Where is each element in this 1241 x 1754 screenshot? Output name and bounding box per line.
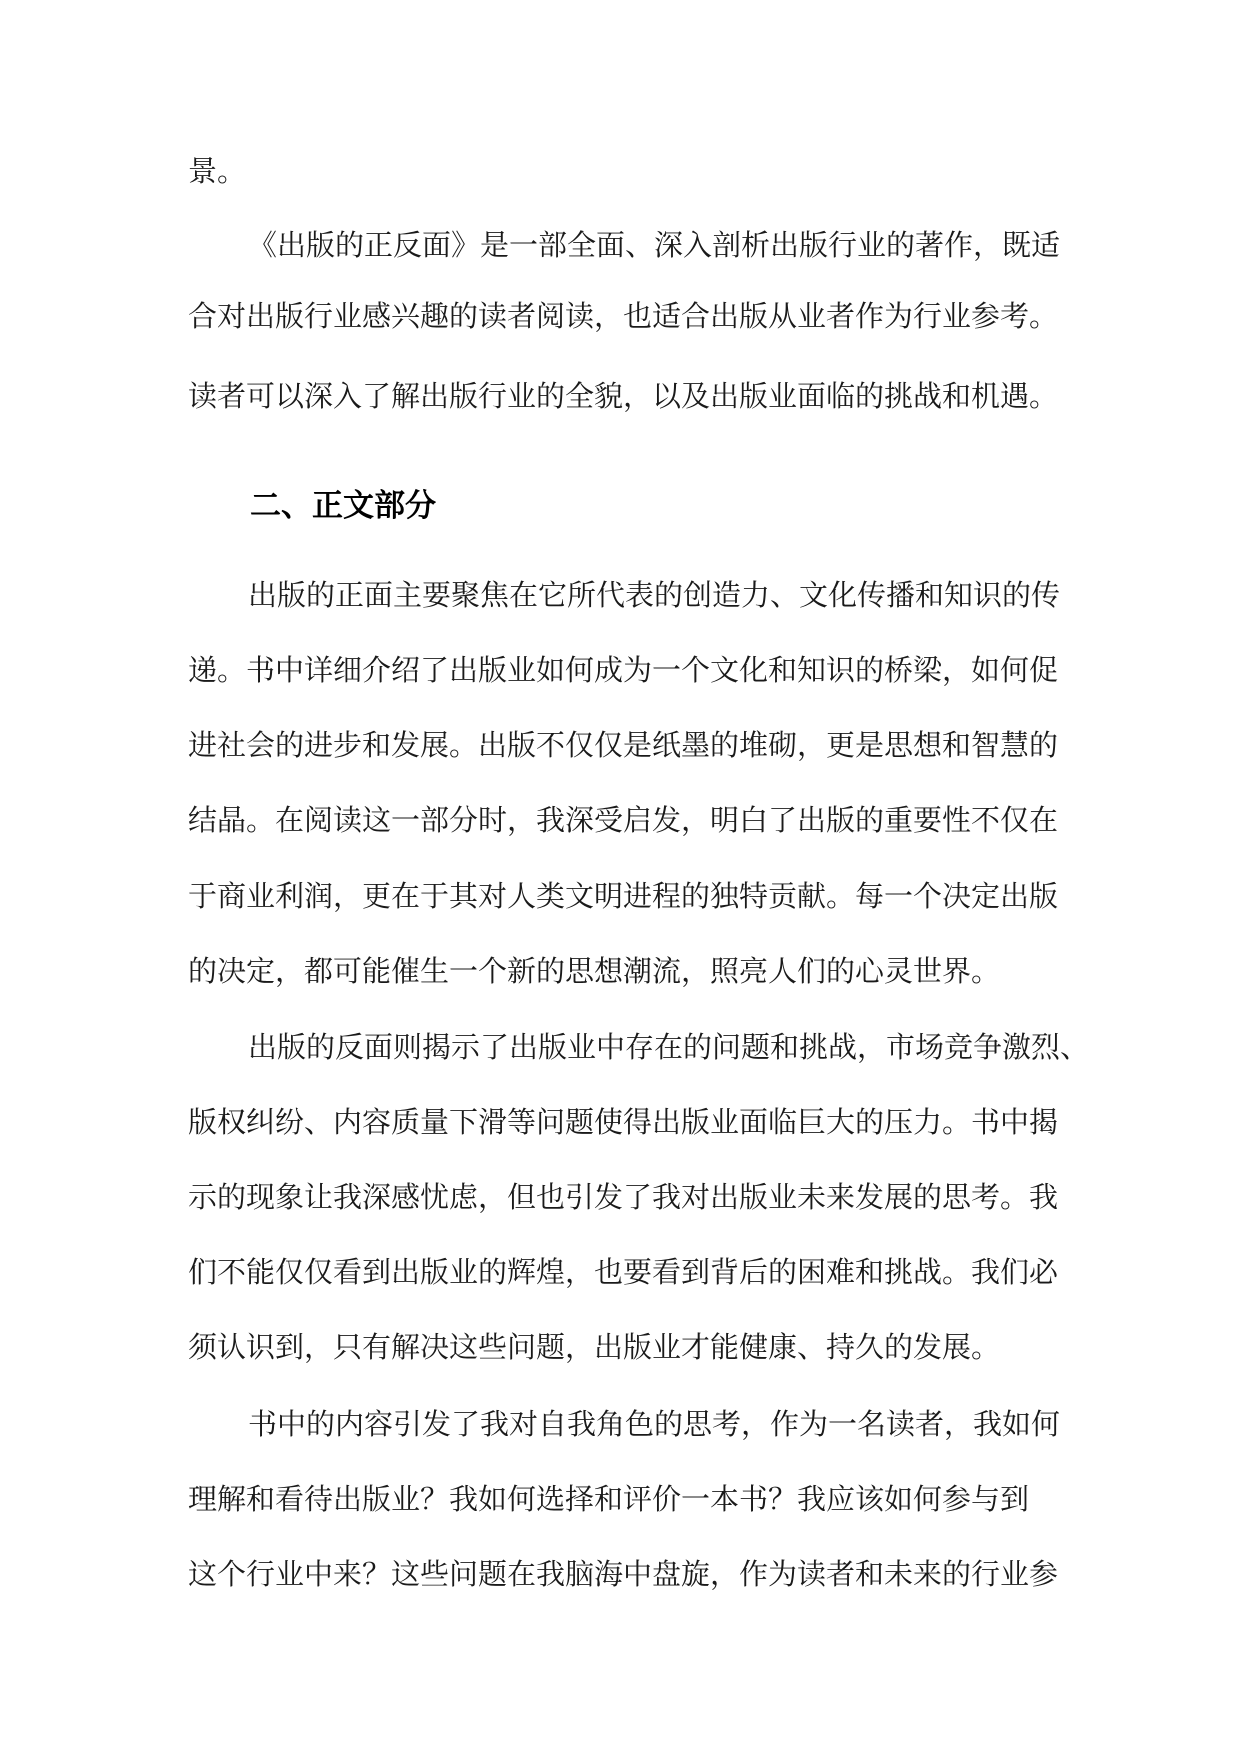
paragraph-line: 出版的正面主要聚焦在它所代表的创造力、文化传播和知识的传 (248, 578, 1061, 612)
paragraph-line: 这个行业中来？这些问题在我脑海中盘旋，作为读者和未来的行业参 (188, 1557, 1059, 1591)
paragraph-line: 《出版的正反面》是一部全面、深入剖析出版行业的著作，既适 (248, 228, 1061, 262)
paragraph-line: 示的现象让我深感忧虑，但也引发了我对出版业未来发展的思考。我 (188, 1180, 1059, 1214)
paragraph-line: 须认识到，只有解决这些问题，出版业才能健康、持久的发展。 (188, 1330, 1001, 1364)
paragraph-line: 理解和看待出版业？我如何选择和评价一本书？我应该如何参与到 (188, 1482, 1030, 1516)
paragraph-line: 合对出版行业感兴趣的读者阅读，也适合出版从业者作为行业参考。 (188, 299, 1059, 333)
paragraph-line: 进社会的进步和发展。出版不仅仅是纸墨的堆砌，更是思想和智慧的 (188, 728, 1059, 762)
paragraph-line: 版权纠纷、内容质量下滑等问题使得出版业面临巨大的压力。书中揭 (188, 1105, 1059, 1139)
paragraph-line: 的决定，都可能催生一个新的思想潮流，照亮人们的心灵世界。 (188, 954, 1001, 988)
paragraph-line: 读者可以深入了解出版行业的全貌，以及出版业面临的挑战和机遇。 (188, 379, 1059, 413)
paragraph-line: 于商业利润，更在于其对人类文明进程的独特贡献。每一个决定出版 (188, 879, 1059, 913)
paragraph-line: 书中的内容引发了我对自我角色的思考，作为一名读者，我如何 (248, 1407, 1061, 1441)
paragraph-line: 景。 (188, 154, 247, 188)
section-heading: 二、正文部分 (250, 488, 436, 524)
paragraph-line: 们不能仅仅看到出版业的辉煌，也要看到背后的困难和挑战。我们必 (188, 1255, 1059, 1289)
paragraph-line: 结晶。在阅读这一部分时，我深受启发，明白了出版的重要性不仅在 (188, 803, 1059, 837)
paragraph-line: 出版的反面则揭示了出版业中存在的问题和挑战，市场竞争激烈、 (248, 1030, 1090, 1064)
paragraph-line: 递。书中详细介绍了出版业如何成为一个文化和知识的桥梁，如何促 (188, 653, 1059, 687)
